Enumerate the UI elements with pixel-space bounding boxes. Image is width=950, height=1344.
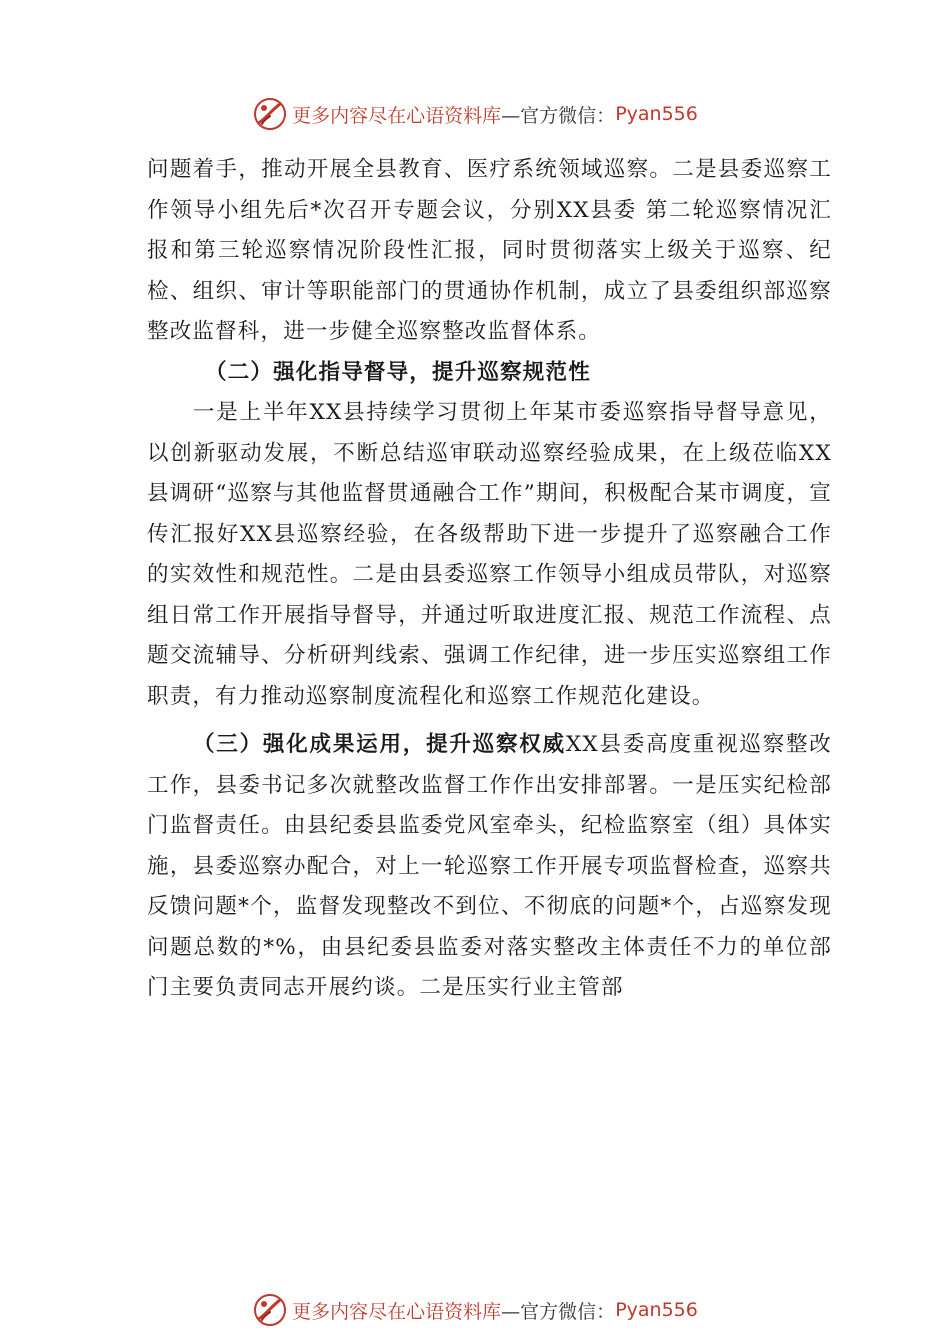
paragraph-gap <box>147 717 832 725</box>
watermark-text-library: 更多内容尽在心语资料库 <box>292 1300 502 1323</box>
watermark-text-wechat: —官方微信： <box>501 104 616 127</box>
footer-watermark <box>0 1290 950 1330</box>
section-heading-3: （三）强化成果运用，提升巡察权威 <box>193 732 566 757</box>
watermark-text-id: Pyan556 <box>615 103 698 125</box>
paragraph-3 <box>147 725 832 1009</box>
watermark-text-wechat: —官方微信： <box>501 1300 616 1323</box>
header-watermark <box>0 94 950 134</box>
section-heading-2: （二）强化指导督导，提升巡察规范性 <box>205 359 591 385</box>
brush-logo-icon <box>252 96 288 132</box>
watermark-text-library: 更多内容尽在心语资料库 <box>292 104 502 127</box>
document-body <box>147 150 832 1009</box>
paragraph-1: 问题着手，推动开展全县教育、医疗系统领域巡察。二是县委巡察工作领导小组先后*次召开专题会议，分别XX县委 第二轮巡察情况汇报和第三轮巡察情况阶段性汇报，同时贯彻落实上级关于巡察、纪检、组织、审计等职能部门的贯通协作机制，成立了县委组织部巡察整改监督科，进一步健全巡察整改监督体系。 <box>147 157 832 344</box>
paragraph-2: 一是上半年XX县持续学习贯彻上年某市委巡察指导督导意见，以创新驱动发展，不断总结巡审联动巡察经验成果，在上级莅临XX县调研“巡察与其他监督贯通融合工作”期间，积极配合某市调度，宣传汇报好XX县巡察经验，在各级帮助下进一步提升了巡察融合工作的实效性和规范性。二是由县委巡察工作领导小组成员带队，对巡察组日常工作开展指导督导，并通过听取进度汇报、规范工作流程、点题交流辅导、分析研判线索、强调工作纪律，进一步压实巡察组工作职责，有力推动巡察制度流程化和巡察工作规范化建设。 <box>147 400 832 709</box>
watermark-text-id: Pyan556 <box>615 1299 698 1321</box>
brush-logo-icon <box>252 1292 288 1328</box>
paragraph-3-text: XX县委高度重视巡察整改工作，县委书记多次就整改监督工作作出安排部署。一是压实纪检部门监督责任。由县纪委县监委党风室牵头，纪检监察室（组）具体实施，县委巡察办配合，对上一轮巡察工作开展专项监督检查，巡察共反馈问题*个，监督发现整改不到位、不彻底的问题*个，占巡察发现问题总数的*%，由县纪委县监委对落实整改主体责任不力的单位部门主要负责同志开展约谈。二是压实行业主管部 <box>147 732 833 1000</box>
